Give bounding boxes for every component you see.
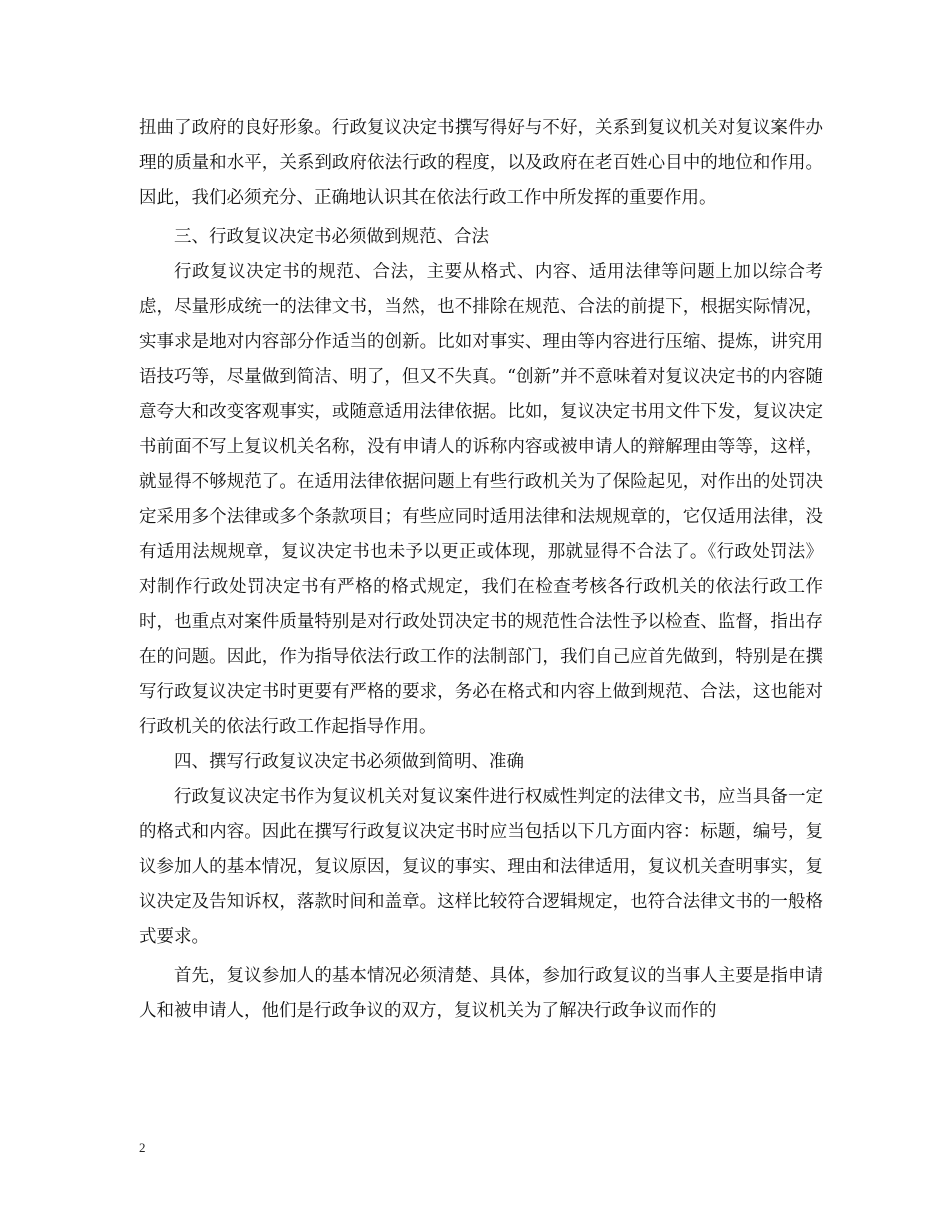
paragraph-body: 行政复议决定书作为复议机关对复议案件进行权威性判定的法律文书，应当具备一定的格式和内容。因此在撰写行政复议决定书时应当包括以下几方面内容：标题，编号，复议参加人的基本情况，复议原因，复议的事实、理由和法律适用，复议机关查明事实，复议决定及告知诉权，落款时间和盖章。这样比较符合逻辑规定，也符合法律文书的一般格式要求。 [139,787,823,947]
paragraph-body: 首先，复议参加人的基本情况必须清楚、具体，参加行政复议的当事人主要是指申请人和被申请人，他们是行政争议的双方，复议机关为了解决行政争议而作的 [139,966,823,1021]
document-body [139,111,823,1029]
section-heading-three: 三、行政复议决定书必须做到规范、合法 [174,227,489,247]
paragraph-continuation: 扭曲了政府的良好形象。行政复议决定书撰写得好与不好，关系到复议机关对复议案件办理的质量和水平，关系到政府依法行政的程度，以及政府在老百姓心目中的地位和作用。因此，我们必须充分、正确地认识其在依法行政工作中所发挥的重要作用。 [139,118,823,208]
section-heading-four: 四、撰写行政复议决定书必须做到简明、准确 [174,752,524,772]
page-number: 2 [139,1140,146,1155]
paragraph-body: 行政复议决定书的规范、合法，主要从格式、内容、适用法律等问题上加以综合考虑，尽量形成统一的法律文书，当然，也不排除在规范、合法的前提下，根据实际情况，实事求是地对内容部分作适当的创新。比如对事实、理由等内容进行压缩、提炼，讲究用语技巧等，尽量做到简洁、明了，但又不失真。“创新”并不意味着对复议决定书的内容随意夸大和改变客观事实，或随意适用法律依据。比如，复议决定书用文件下发，复议决定书前面不写上复议机关名称，没有申请人的诉称内容或被申请人的辩解理由等等，这样，就显得不够规范了。在适用法律依据问题上有些行政机关为了保险起见，对作出的处罚决定采用多个法律或多个条款项目；有些应同时适用法律和法规规章的，它仅适用法律，没有适用法规规章，复议决定书也未予以更正或体现，那就显得不合法了。《行政处罚法》对制作行政处罚决定书有严格的格式规定，我们在检查考核各行政机关的依法行政工作时，也重点对案件质量特别是对行政处罚决定书的规范性合法性予以检查、监督，指出存在的问题。因此，作为指导依法行政工作的法制部门，我们自己应首先做到，特别是在撰写行政复议决定书时更要有严格的要求，务必在格式和内容上做到规范、合法，这也能对行政机关的依法行政工作起指导作用。 [139,262,823,737]
